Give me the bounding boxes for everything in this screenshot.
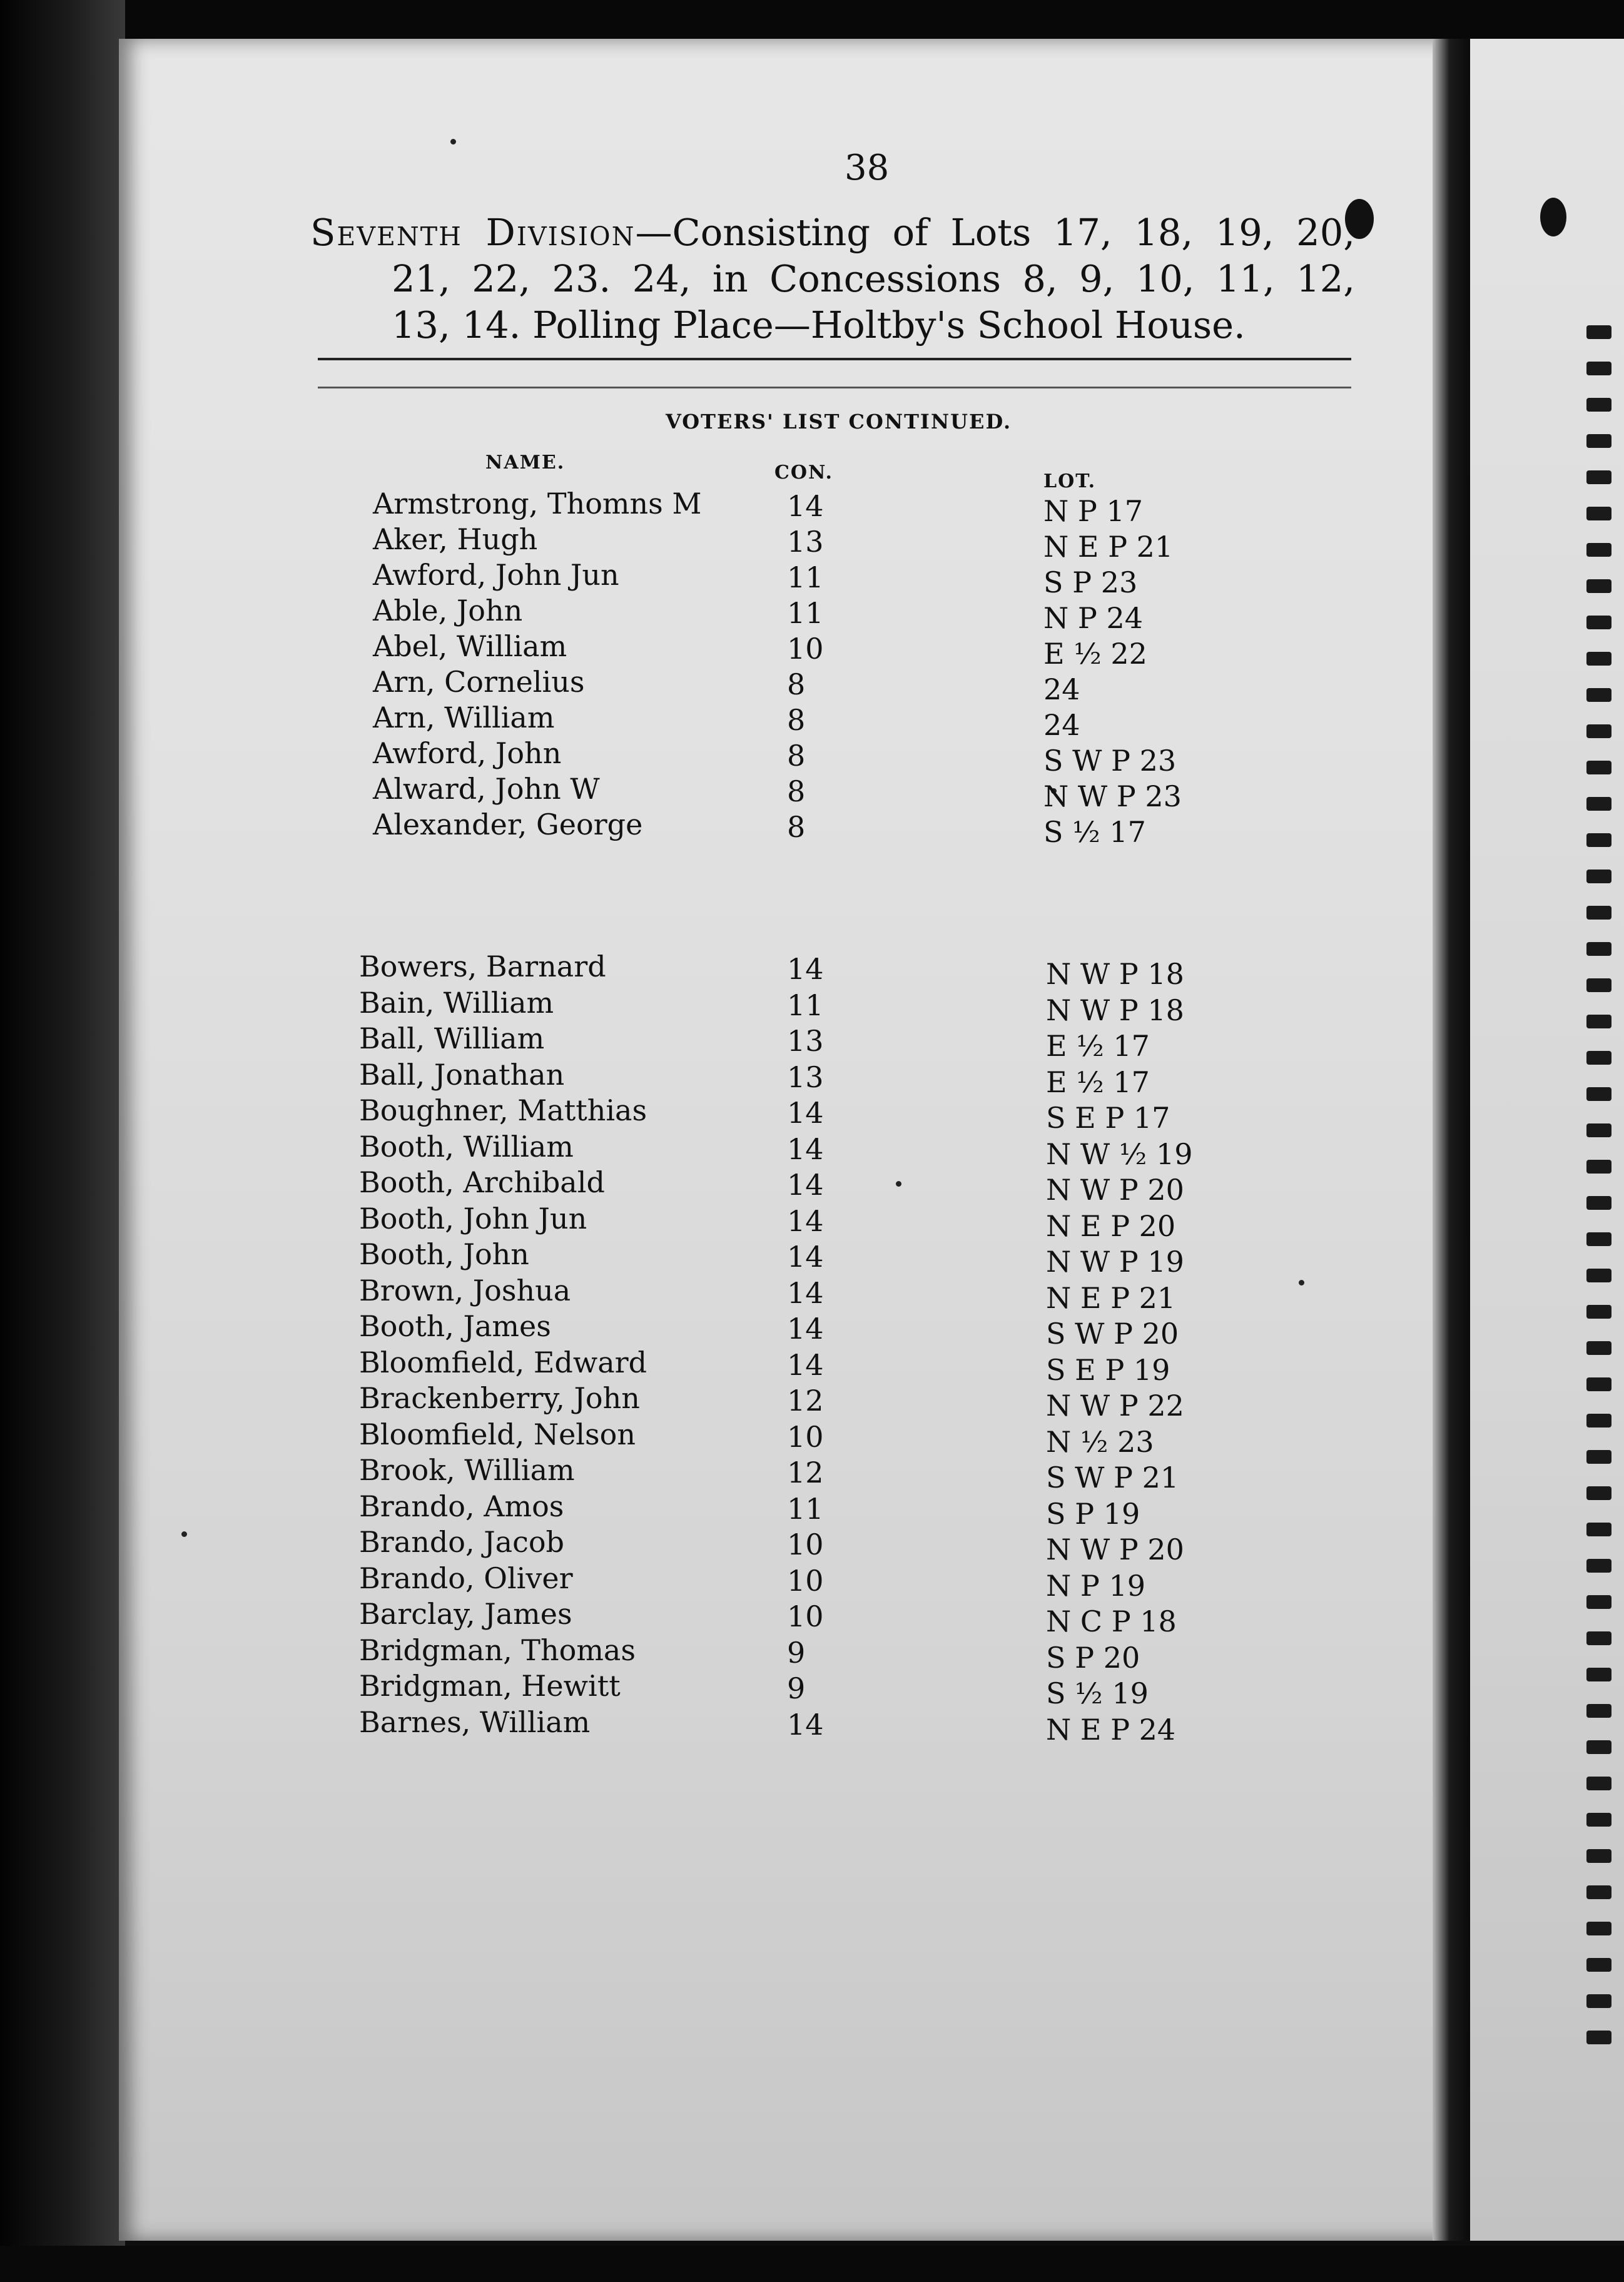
- voter-name: Booth, John: [359, 1237, 529, 1271]
- facing-page-text-fragment: [1586, 1777, 1611, 1790]
- voter-name: Able, John: [373, 594, 523, 627]
- voter-name: Bloomfield, Nelson: [359, 1417, 636, 1451]
- voter-lot: E ½ 17: [1046, 1065, 1150, 1099]
- heading-line-3: 13, 14. Polling Place—Holtby's School House.: [392, 303, 1246, 347]
- column-header-name: NAME.: [485, 452, 566, 474]
- voter-name: Boughner, Matthias: [359, 1093, 647, 1127]
- facing-page-text-fragment: [1586, 543, 1611, 557]
- scan-bottom-edge: [0, 2246, 1624, 2282]
- facing-page-text-fragment: [1586, 797, 1611, 811]
- facing-page-text-fragment: [1586, 1885, 1611, 1899]
- voter-lot: S E P 19: [1046, 1352, 1170, 1387]
- voter-lot: N P 17: [1043, 494, 1143, 528]
- voter-name: Bridgman, Hewitt: [359, 1669, 621, 1703]
- facing-page-text-fragment: [1586, 724, 1611, 738]
- voter-lot: N P 24: [1043, 601, 1143, 635]
- voter-name: Aker, Hugh: [373, 522, 538, 556]
- voter-name: Bowers, Barnard: [359, 950, 606, 983]
- voter-name: Alward, John W: [373, 772, 600, 806]
- facing-page-text-fragment: [1586, 1414, 1611, 1428]
- voter-con: 9: [787, 1671, 806, 1705]
- voter-con: 8: [787, 739, 806, 773]
- voter-con: 10: [787, 1600, 824, 1633]
- voter-con: 11: [787, 988, 824, 1022]
- facing-page-text-fragment: [1586, 398, 1611, 412]
- facing-page-text-fragment: [1586, 1922, 1611, 1935]
- voter-name: Awford, John: [373, 736, 562, 770]
- facing-page-text-fragment: [1586, 978, 1611, 992]
- voter-lot: S P 20: [1046, 1640, 1140, 1675]
- facing-page-text-fragment: [1586, 325, 1611, 339]
- voter-lot: S W P 23: [1043, 744, 1177, 778]
- voter-name: Ball, Jonathan: [359, 1057, 565, 1092]
- facing-page-text-fragment: [1586, 1668, 1611, 1681]
- facing-page-text-fragment: [1586, 1740, 1611, 1754]
- facing-page-text-fragment: [1586, 1450, 1611, 1464]
- facing-page-text-fragment: [1586, 1232, 1611, 1246]
- voter-lot: E ½ 17: [1046, 1029, 1150, 1063]
- facing-page-text-fragment: [1586, 616, 1611, 629]
- facing-page-text-fragment: [1586, 688, 1611, 702]
- voter-name: Awford, John Jun: [373, 558, 619, 592]
- voter-con: 13: [787, 1024, 824, 1058]
- voter-lot: N W P 19: [1046, 1245, 1184, 1279]
- voter-con: 11: [787, 1491, 824, 1526]
- voter-name: Ball, William: [359, 1022, 545, 1055]
- voter-con: 10: [787, 1563, 824, 1598]
- page-number: 38: [845, 148, 890, 188]
- facing-page-text-fragment: [1586, 1377, 1611, 1391]
- voter-con: 14: [787, 489, 824, 523]
- voter-lot: N W P 18: [1046, 993, 1184, 1027]
- voter-name: Bain, William: [359, 985, 554, 1020]
- facing-page-text-fragment: [1586, 1305, 1611, 1319]
- voter-con: 9: [787, 1635, 806, 1670]
- facing-page-text-fragment: [1586, 1595, 1611, 1609]
- voter-con: 14: [787, 1240, 824, 1274]
- voter-name: Arn, William: [373, 701, 555, 734]
- voter-name: Booth, James: [359, 1309, 551, 1343]
- voter-name: Brown, Joshua: [359, 1273, 571, 1307]
- book-gutter: [1433, 39, 1470, 2241]
- voter-con: 8: [787, 703, 806, 737]
- voter-name: Abel, William: [373, 629, 567, 663]
- facing-page-text-fragment: [1586, 1958, 1611, 1972]
- facing-page-text-fragment: [1586, 1849, 1611, 1863]
- facing-page-text-fragment: [1586, 870, 1611, 883]
- ink-speck: [896, 1181, 901, 1187]
- facing-page-text-fragment: [1586, 1123, 1611, 1137]
- voter-name: Bridgman, Thomas: [359, 1633, 636, 1667]
- facing-page-text-fragment: [1586, 1087, 1611, 1101]
- facing-page-text-fragment: [1586, 1523, 1611, 1536]
- voter-lot: N W P 18: [1046, 957, 1184, 991]
- voter-con: 12: [787, 1384, 824, 1417]
- voter-lot: N E P 21: [1043, 530, 1174, 564]
- heading-line-1: [310, 210, 1355, 256]
- facing-page-text-fragment: [1586, 1341, 1611, 1355]
- facing-page-text-fragment: [1586, 434, 1611, 448]
- voter-lot: S P 19: [1046, 1496, 1140, 1531]
- voter-lot: N W P 20: [1046, 1173, 1184, 1207]
- voter-lot: N ½ 23: [1046, 1424, 1154, 1459]
- voters-list-subheading: VOTERS' LIST CONTINUED.: [666, 410, 1012, 434]
- voter-lot: N E P 20: [1046, 1209, 1176, 1243]
- facing-page-text-fragment: [1586, 1704, 1611, 1718]
- facing-page-text-fragment: [1586, 1559, 1611, 1573]
- facing-page-text-fragment: [1586, 1160, 1611, 1174]
- ink-speck: [450, 139, 456, 145]
- voter-con: 13: [787, 1060, 824, 1094]
- facing-page-text-fragment: [1586, 942, 1611, 956]
- voter-name: Booth, Archibald: [359, 1165, 605, 1199]
- voter-con: 11: [787, 560, 824, 594]
- voter-lot: S W P 21: [1046, 1461, 1179, 1494]
- voter-name: Arn, Cornelius: [373, 665, 585, 699]
- voter-lot: N E P 24: [1046, 1712, 1176, 1747]
- ink-speck: [181, 1531, 187, 1537]
- voter-lot: S E P 17: [1046, 1101, 1170, 1135]
- voter-con: 14: [787, 1204, 824, 1238]
- voter-lot: 24: [1043, 672, 1080, 706]
- voter-lot: S W P 20: [1046, 1317, 1179, 1351]
- heading-title: Seventh Division: [310, 211, 636, 254]
- voter-con: 12: [787, 1456, 824, 1489]
- voter-lot: 24: [1043, 708, 1080, 742]
- voter-lot: E ½ 22: [1043, 637, 1147, 671]
- voter-lot: N P 19: [1046, 1568, 1145, 1603]
- voter-con: 14: [787, 1707, 824, 1742]
- voter-lot: N W P 22: [1046, 1389, 1184, 1422]
- voter-lot: N W P 23: [1043, 779, 1182, 813]
- voter-lot: N W ½ 19: [1046, 1137, 1193, 1171]
- voter-con: 14: [787, 952, 824, 986]
- facing-page-text-fragment: [1586, 2031, 1611, 2044]
- voter-name: Barnes, William: [359, 1705, 591, 1739]
- voter-name: Armstrong, Thomns M: [373, 487, 702, 520]
- voter-name: Brando, Amos: [359, 1489, 564, 1523]
- voter-lot: S ½ 19: [1046, 1676, 1149, 1710]
- facing-page-text-fragment: [1586, 906, 1611, 920]
- voter-name: Bloomfield, Edward: [359, 1345, 647, 1379]
- facing-page-binding-hole: [1540, 198, 1566, 236]
- voter-lot: N C P 18: [1046, 1605, 1177, 1638]
- heading-rule: [318, 358, 1351, 360]
- voter-name: Brando, Oliver: [359, 1561, 573, 1595]
- facing-page-text-fragment: [1586, 507, 1611, 520]
- facing-page-text-fragment: [1586, 1813, 1611, 1827]
- facing-page-text-fragment: [1586, 579, 1611, 593]
- voter-con: 14: [787, 1096, 824, 1130]
- voter-con: 8: [787, 667, 806, 701]
- voter-con: 14: [787, 1347, 824, 1382]
- facing-page-text-fragment: [1586, 470, 1611, 484]
- facing-page-text-fragment: [1586, 1994, 1611, 2008]
- voter-con: 8: [787, 774, 806, 808]
- facing-page-text-fragment: [1586, 1015, 1611, 1028]
- scan-left-edge: [0, 0, 125, 2282]
- heading-rule-thin: [318, 387, 1351, 388]
- facing-page-text-fragment: [1586, 1051, 1611, 1065]
- facing-page-text-fragment: [1586, 1269, 1611, 1282]
- voter-con: 14: [787, 1312, 824, 1346]
- facing-page-text-fragment: [1586, 761, 1611, 774]
- voter-con: 14: [787, 1275, 824, 1310]
- voter-name: Brackenberry, John: [359, 1381, 640, 1415]
- voter-con: 10: [787, 632, 824, 666]
- facing-page-text-fragment: [1586, 362, 1611, 375]
- facing-page-text-fragment: [1586, 1486, 1611, 1500]
- voter-lot: S P 23: [1043, 565, 1138, 599]
- voter-name: Alexander, George: [373, 808, 643, 841]
- voter-con: 11: [787, 596, 824, 630]
- column-header-con: CON.: [774, 462, 833, 484]
- ink-speck: [1299, 1280, 1304, 1286]
- voter-con: 10: [787, 1419, 824, 1454]
- voter-name: Brando, Jacob: [359, 1525, 564, 1559]
- facing-page-text-fragment: [1586, 652, 1611, 666]
- voter-name: Brook, William: [359, 1453, 575, 1487]
- heading-line-2: 21, 22, 23. 24, in Concessions 8, 9, 10, 11, 12,: [392, 257, 1355, 300]
- division-heading: [310, 210, 1355, 348]
- voter-name: Barclay, James: [359, 1597, 572, 1631]
- voter-con: 14: [787, 1132, 824, 1166]
- facing-page-text-fragment: [1586, 1196, 1611, 1210]
- voter-name: Booth, John Jun: [359, 1201, 587, 1235]
- facing-page-text-fragment: [1586, 1631, 1611, 1645]
- voter-name: Booth, William: [359, 1129, 574, 1164]
- facing-page-text-fragments: [1586, 325, 1611, 2077]
- voter-con: 13: [787, 525, 824, 559]
- heading-line-1-rest: —Consisting of Lots 17, 18, 19, 20,: [635, 211, 1355, 254]
- voter-lot: N W P 20: [1046, 1533, 1184, 1566]
- voter-con: 10: [787, 1528, 824, 1561]
- voter-con: 8: [787, 810, 806, 844]
- facing-page-text-fragment: [1586, 833, 1611, 847]
- column-header-lot: LOT.: [1043, 470, 1097, 492]
- voter-lot: S ½ 17: [1043, 815, 1146, 849]
- voter-lot: N E P 21: [1046, 1280, 1176, 1315]
- scan-top-edge: [0, 0, 1624, 44]
- voter-con: 14: [787, 1168, 824, 1202]
